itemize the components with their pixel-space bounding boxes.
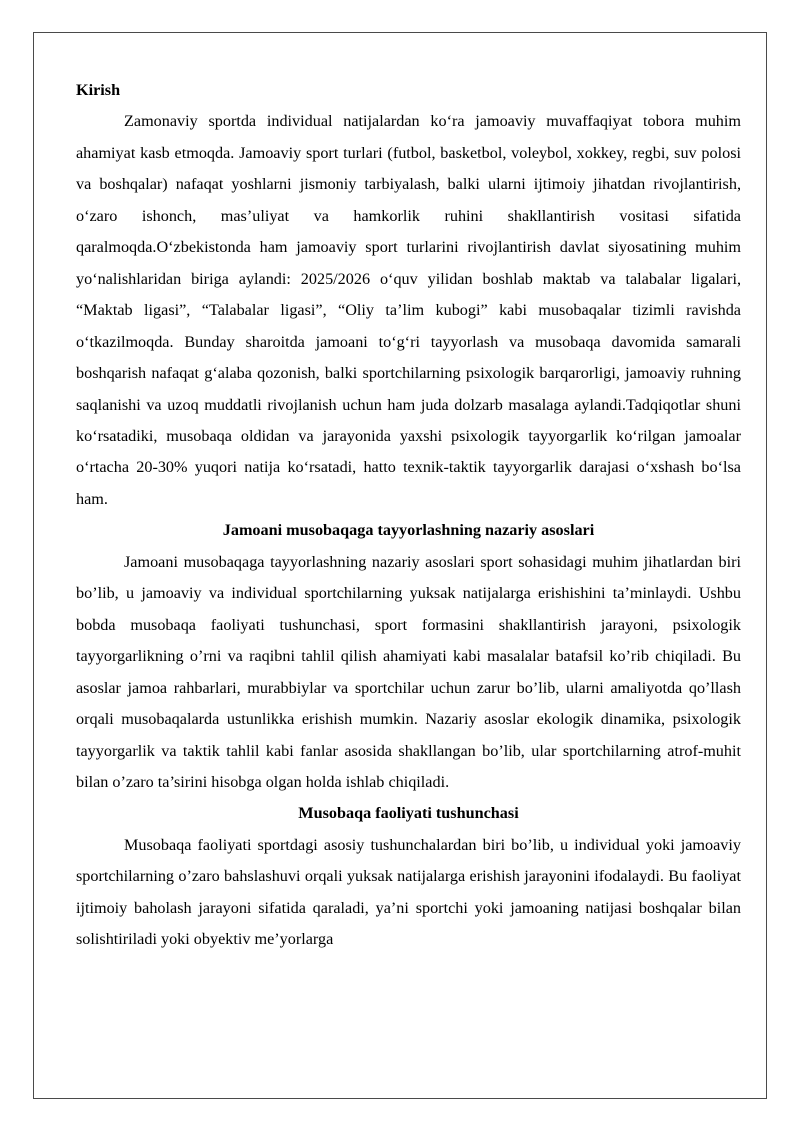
section2-paragraph: Musobaqa faoliyati sportdagi asosiy tushunchalardan biri bo’lib, u individual yoki jamoaviy sportchilarning o’zaro bahslashuvi orqali yuksak natijalarga erishish jarayonini ifodalaydi. Bu faoliyat ijtimoiy baholash jarayoni sifatida qaraladi, ya’ni sportchi yoki jamoaning natijasi boshqalar bilan solishtiriladi yoki obyektiv me’yorlarga [76, 835, 741, 949]
section1-paragraph: Jamoani musobaqaga tayyorlashning nazariy asoslari sport sohasidagi muhim jihatlardan biri bo’lib, u jamoaviy va individual sportchilarning yuksak natijalarga erishishini ta’minlaydi. Ushbu bobda musobaqa faoliyati tushunchasi, sport formasini shakllantirish jarayoni, psixologik tayyorgarlikning o’rni va raqibni tahlil qilish ahamiyati kabi masalalar batafsil ko’rib chiqiladi. Bu asoslar jamoa rahbarlari, murabbiylar va sportchilar uchun zarur bo’lib, ularni amaliyotda qo’llash orqali musobaqalarda ustunlikka erishish mumkin. Nazariy asoslar ekologik dinamika, psixologik tayyorgarlik va taktik tahlil kabi fanlar asosida shakllangan bo’lib, ular sportchilarning atrof-muhit bilan o’zaro ta’sirini hisobga olgan holda ishlab chiqiladi. [76, 552, 741, 791]
intro-paragraph: Zamonaviy sportda individual natijalardan ko‘ra jamoaviy muvaffaqiyat tobora muhim ahamiyat kasb etmoqda. Jamoaviy sport turlari (futbol, basketbol, voleybol, xokkey, regbi, suv polosi va boshqalar) nafaqat yoshlarni jismoniy tarbiyalash, balki ularni ijtimoiy jihatdan rivojlantirish, o‘zaro ishonch, mas’uliyat va hamkorlik ruhini shakllantirish vositasi sifatida qaralmoqda.O‘zbekistonda ham jamoaviy sport turlarini rivojlantirish davlat siyosatining muhim yo‘nalishlaridan biriga aylandi: 2025/2026 o‘quv yilidan boshlab maktab va talabalar ligalari, “Maktab ligasi”, “Talabalar ligasi”, “Oliy ta’lim kubogi” kabi musobaqalar tizimli ravishda o‘tkazilmoqda. Bunday sharoitda jamoani to‘g‘ri tayyorlash va musobaqa davomida samarali boshqarish nafaqat g‘alaba qozonish, balki sportchilarning psixologik barqarorligi, jamoaviy ruhning saqlanishi va uzoq muddatli rivojlanish uchun ham juda dolzarb masalaga aylandi.Tadqiqotlar shuni ko‘rsatadiki, musobaqa oldidan va jarayonida yaxshi psixologik tayyorgarlik ko‘rilgan jamoalar o‘rtacha 20-30% yuqori natija ko‘rsatadi, hatto texnik-taktik tayyorgarlik darajasi o‘xshash bo‘lsa ham. [76, 112, 741, 508]
section2-heading: Musobaqa faoliyati tushunchasi [298, 804, 519, 823]
section1-heading: Jamoani musobaqaga tayyorlashning nazariy asoslari [222, 521, 595, 540]
document-body [76, 75, 741, 956]
intro-heading: Kirish [76, 81, 121, 99]
